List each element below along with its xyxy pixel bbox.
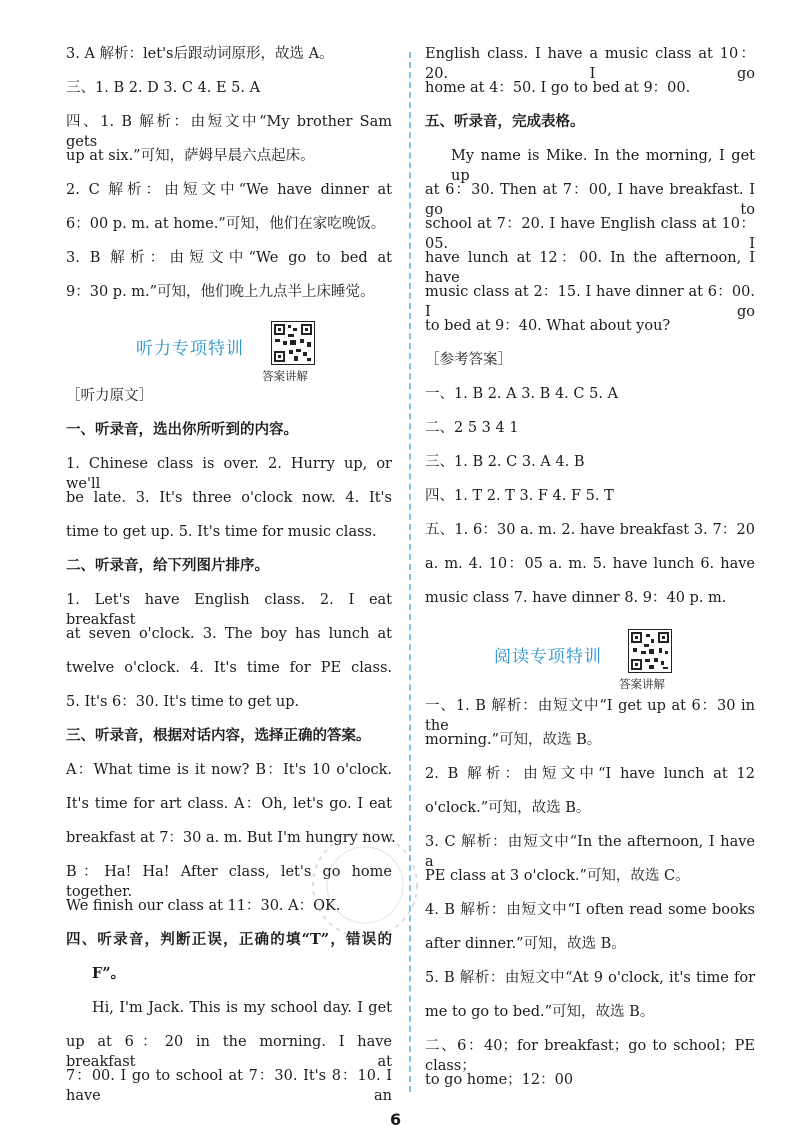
text-line: English class. I have a music class at 10：20. I go [425, 46, 755, 82]
text-line: 5. B 解析：由短文中“At 9 o'clock, it's time for [425, 970, 755, 986]
text-line: have lunch at 12：00. In the afternoon, I have [425, 250, 755, 286]
text-line: 一、听录音，选出你所听到的内容。 [66, 421, 298, 438]
text-line: me to go to bed.”可知，故选 B。 [425, 1004, 655, 1020]
column-divider [409, 52, 411, 1092]
text-line: 四、听录音，判断正误，正确的填“T”，错误的 [66, 931, 392, 948]
text-line: school at 7：20. I have English class at 10：05. I [425, 216, 755, 252]
text-line: 5. It's 6：30. It's time to get up. [66, 694, 300, 710]
text-line: 7：00. I go to school at 7：30. It's 8：10. I have an [66, 1068, 392, 1104]
text-line: We finish our class at 11：30. A：OK. [66, 898, 341, 914]
text-line: home at 4：50. I go to bed at 9：00. [425, 80, 691, 96]
text-line: after dinner.”可知，故选 B。 [425, 936, 626, 952]
page-number: 6 [390, 1110, 402, 1129]
text-line: 2. C 解析：由短文中“We have dinner at [66, 182, 392, 198]
text-line: 二、6：40；for breakfast；go to school；PE class； [425, 1038, 755, 1074]
text-line: ［听力原文］ [66, 388, 153, 404]
text-line: morning.”可知，故选 B。 [425, 732, 602, 748]
text-line: 4. B 解析：由短文中“I often read some books [425, 902, 755, 918]
text-line: 三、听录音，根据对话内容，选择正确的答案。 [66, 727, 371, 744]
qr-code-icon[interactable] [628, 629, 672, 673]
text-line: 三、1. B 2. C 3. A 4. B [425, 454, 585, 470]
text-line: 五、听录音，完成表格。 [425, 113, 585, 130]
text-line: ［参考答案］ [425, 352, 512, 368]
text-line: 二、2 5 3 4 1 [425, 420, 519, 436]
text-line: 三、1. B 2. D 3. C 4. E 5. A [66, 80, 261, 96]
text-line: breakfast at 7：30 a. m. But I'm hungry now. [66, 830, 396, 846]
listening-section-title: 听力专项特训 [136, 339, 244, 359]
text-line: o'clock.”可知，故选 B。 [425, 800, 591, 816]
text-line: 3. A 解析：let's后跟动词原形，故选 A。 [66, 46, 334, 62]
text-line: Hi, I'm Jack. This is my school day. I get [92, 1000, 392, 1016]
qr-caption: 答案讲解 [619, 677, 665, 691]
text-line: 3. B 解析：由短文中“We go to bed at [66, 250, 392, 266]
text-line: at 6：30. Then at 7：00, I have breakfast. I go to [425, 182, 755, 218]
text-line: 二、听录音，给下列图片排序。 [66, 557, 269, 574]
text-line: a. m. 4. 10：05 a. m. 5. have lunch 6. have [425, 556, 755, 572]
text-line: 四、1. T 2. T 3. F 4. F 5. T [425, 488, 614, 504]
text-line: up at 6：20 in the morning. I have breakfast at [66, 1034, 392, 1070]
text-line: 9：30 p. m.”可知，他们晚上九点半上床睡觉。 [66, 284, 375, 300]
text-line: to go home；12：00 [425, 1072, 574, 1088]
text-line: 2. B 解析：由短文中“I have lunch at 12 [425, 766, 755, 782]
text-line: A：What time is it now? B：It's 10 o'clock. [66, 762, 392, 778]
text-line: twelve o'clock. 4. It's time for PE class. [66, 660, 392, 676]
text-line: PE class at 3 o'clock.”可知，故选 C。 [425, 868, 690, 884]
text-line: music class 7. have dinner 8. 9：40 p. m. [425, 590, 727, 606]
text-line: B：Ha! Ha! After class, let's go home together. [66, 864, 392, 900]
text-line: 1. Chinese class is over. 2. Hurry up, or we'll [66, 456, 392, 492]
text-line: time to get up. 5. It's time for music class. [66, 524, 377, 540]
text-line: music class at 2：15. I have dinner at 6：00. I go [425, 284, 755, 320]
text-line: up at six.”可知，萨姆早晨六点起床。 [66, 148, 315, 164]
text-line: 一、1. B 解析：由短文中“I get up at 6：30 in the [425, 698, 755, 734]
reading-section-title: 阅读专项特训 [494, 647, 602, 667]
qr-caption: 答案讲解 [262, 369, 308, 383]
text-line: at seven o'clock. 3. The boy has lunch at [66, 626, 392, 642]
text-line: 1. Let's have English class. 2. I eat breakfast [66, 592, 392, 628]
text-line: 6：00 p. m. at home.”可知，他们在家吃晚饭。 [66, 216, 386, 232]
text-line: 一、1. B 2. A 3. B 4. C 5. A [425, 386, 619, 402]
text-line: 四、1. B 解析：由短文中“My brother Sam gets [66, 114, 392, 150]
qr-code-icon[interactable] [271, 321, 315, 365]
text-line: It's time for art class. A：Oh, let's go. I eat [66, 796, 392, 812]
text-line: F”。 [92, 965, 126, 982]
text-line: My name is Mike. In the morning, I get up [451, 148, 755, 184]
text-line: 3. C 解析：由短文中“In the afternoon, I have a [425, 834, 755, 870]
text-line: to bed at 9：40. What about you? [425, 318, 671, 334]
text-line: be late. 3. It's three o'clock now. 4. It's [66, 490, 392, 506]
text-line: 五、1. 6：30 a. m. 2. have breakfast 3. 7：20 [425, 522, 755, 538]
